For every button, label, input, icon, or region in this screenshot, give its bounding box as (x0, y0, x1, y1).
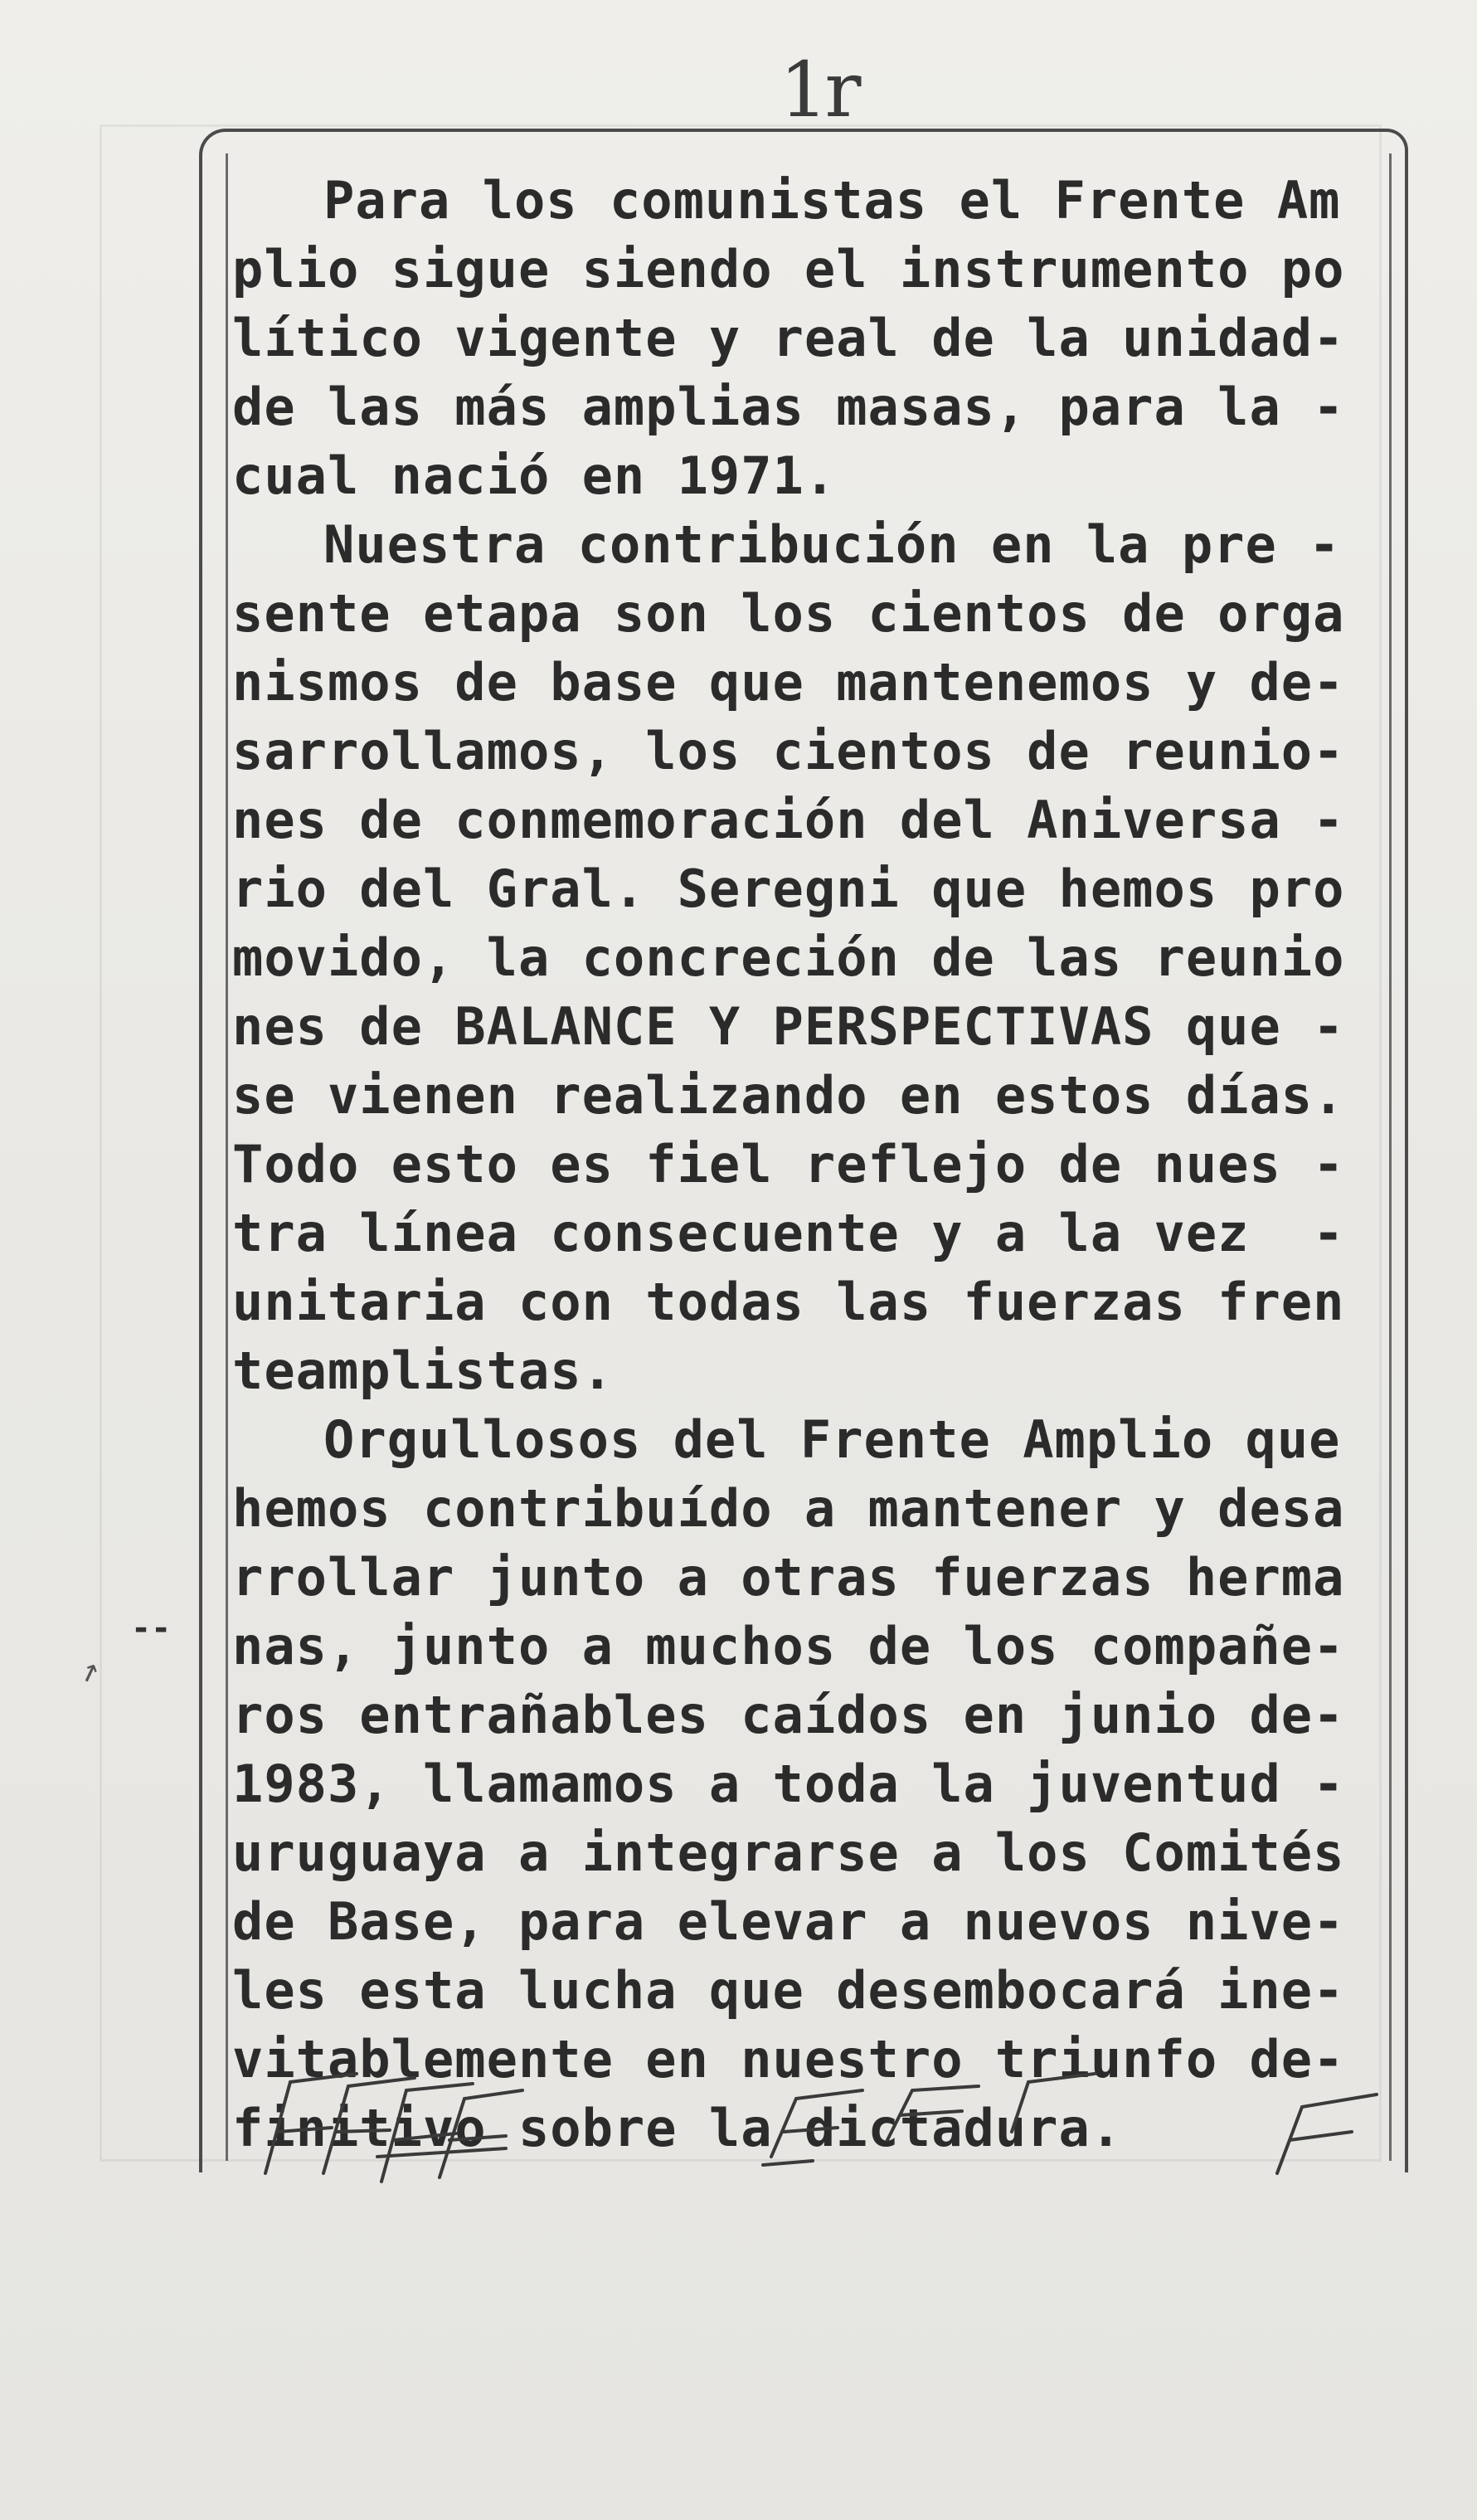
text-line: movido, la concreción de las reunio (232, 927, 1345, 988)
text-line: rio del Gral. Seregni que hemos pro (232, 859, 1345, 919)
page-number: 1r (780, 46, 858, 134)
typewritten-body (232, 166, 1402, 2162)
text-line: vitablemente en nuestro triunfo de- (232, 2029, 1345, 2089)
text-line: nes de BALANCE Y PERSPECTIVAS que - (232, 996, 1345, 1057)
text-line: nas, junto a muchos de los compañe- (232, 1616, 1345, 1676)
text-line: lítico vigente y real de la unidad- (232, 308, 1345, 368)
text-line: ros entrañables caídos en junio de- (232, 1685, 1345, 1745)
text-line: sente etapa son los cientos de orga (232, 583, 1345, 644)
text-line: teamplistas. (232, 1340, 614, 1401)
text-line: uruguaya a integrarse a los Comités (232, 1822, 1345, 1883)
text-line: finitivo sobre la dictadura. (232, 2098, 1123, 2158)
text-line: unitaria con todas las fuerzas fren (232, 1272, 1345, 1332)
margin-dash-mark: -- (131, 1609, 172, 1647)
text-line: tra línea consecuente y a la vez - (232, 1203, 1345, 1263)
text-line: nes de conmemoración del Aniversa - (232, 790, 1345, 850)
text-line: plio sigue siendo el instrumento po (232, 239, 1345, 299)
text-line: cual nació en 1971. (232, 445, 837, 506)
text-line: de las más amplias masas, para la - (232, 377, 1345, 437)
text-line: Para los comunistas el Frente Am (323, 170, 1341, 231)
text-line: se vienen realizando en estos días. (232, 1065, 1345, 1126)
text-line: Nuestra contribución en la pre - (323, 514, 1341, 575)
text-line: Todo esto es fiel reflejo de nues - (232, 1134, 1345, 1194)
text-line: rrollar junto a otras fuerzas herma (232, 1547, 1345, 1608)
margin-arrow-mark: ↗ (72, 1648, 105, 1691)
text-line: Orgullosos del Frente Amplio que (323, 1409, 1341, 1470)
text-line: sarrollamos, los cientos de reunio- (232, 721, 1345, 781)
text-line: hemos contribuído a mantener y desa (232, 1478, 1345, 1539)
text-line: les esta lucha que desembocará ine- (232, 1960, 1345, 2021)
handwritten-f-scribbles (232, 2007, 1418, 2190)
text-line: de Base, para elevar a nuevos nive- (232, 1891, 1345, 1952)
text-line: 1983, llamamos a toda la juventud - (232, 1754, 1345, 1814)
text-line: nismos de base que mantenemos y de- (232, 652, 1345, 713)
